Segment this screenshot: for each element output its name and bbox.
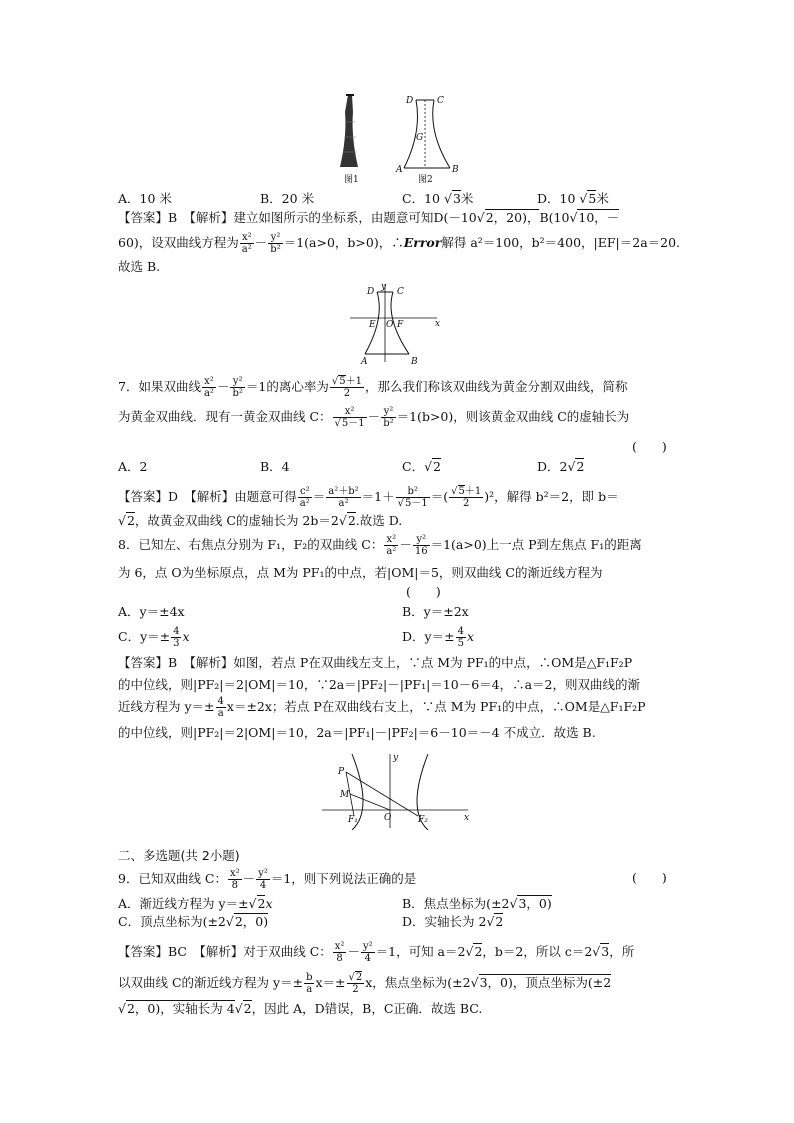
q6-answer-line2: 60)，设双曲线方程为 $\frac{\text{x²}}{\text{a²}}$ － $\frac{\text{y²}}{\text{b²}}$ ＝1(a>0，b>0)，∴Error解得 a²＝100，b²＝400，|EF|＝2a＝20. [118,232,681,255]
q7-option-a: A．2 [118,459,148,474]
q9-option-c: C．顶点坐标为(±2√2，0) [118,914,269,929]
q6-option-c: C．10 √3米 [402,191,474,206]
q6-option-b: B．20 米 [260,191,315,206]
q7-option-c: C．√2 [402,459,441,474]
fig3-label-m: M [340,790,350,800]
q9-option-a: A．渐近线方程为 y＝±√2x [118,896,273,911]
q8-line1: 8．已知左、右焦点分别为 F₁，F₂的双曲线 C： $\frac{\text{x²}}{\text{a²}}$ － $\frac{\text{y²}}{16}$ ＝1(a>0)上一点 P到左焦点 F₁的距离 [118,534,642,557]
q9-option-d: D．实轴长为 2√2 [402,914,504,929]
q9-answer-line2: 以双曲线 C的渐近线方程为 y＝± $\frac{b}{a}$ x＝± $\frac{√2}{2}$ x，焦点坐标为(±2√3，0)，顶点坐标为(±2 [118,972,612,995]
fig2-label-a: A [361,357,368,366]
label-g: G [416,133,424,143]
q7-answer-line1: 【答案】D 【解析】由题意可得 $\frac{\text{c²}}{\text{a²}}$ ＝ $\frac{\text{a²＋b²}}{\text{a²}}$ ＝1＋ $\frac{\text{b²}}{√5-1}$ ＝( $\frac{√5+1}{2}$ )²，解得 b²＝2，即 b＝ [118,486,619,509]
q9-line1: 9．已知双曲线 C： $\frac{\text{x²}}{8}$ － $\frac{\text{y²}}{4}$ ＝1，则下列说法正确的是 [118,868,417,891]
q9-paren: ( ) [632,870,667,885]
fig2-label-b: B [411,357,418,366]
q8-option-d: D．y＝± $\frac{4}{5}$ x [402,626,474,649]
fig3-label-f1: F₁ [348,815,358,825]
tower-figure [330,92,480,184]
fig3-label-f2: F₂ [418,815,428,825]
q8-paren: ( ) [406,584,441,599]
q8-answer-line4: 的中位线，则|PF₂|＝2|OM|＝10，2a＝|PF₁|－|PF₂|＝6－10＝－4 不成立．故选 B. [118,725,596,740]
q8-answer-line2: 的中位线，则|PF₂|＝2|OM|＝10，∵2a＝|PF₂|－|PF₁|＝10－6＝4，∴a＝2，则双曲线的渐 [118,677,641,692]
q8-option-b: B．y＝±2x [402,604,469,619]
caption-fig1: 图1 [344,175,359,184]
q7-answer-line2: √2，故黄金双曲线 C的虚轴长为 2b＝2√2.故选 D. [118,513,403,528]
fig3-label-y: y [393,753,399,763]
q9-answer-line1: 【答案】BC 【解析】对于双曲线 C： $\frac{\text{x²}}{8}$ － $\frac{\text{y²}}{4}$ ＝1，可知 a＝2√2，b＝2，所以 c＝2√3，所 [118,941,635,964]
q8-answer-line1: 【答案】B 【解析】如图，若点 P在双曲线左支上，∵点 M为 PF₁的中点，∴OM是△F₁F₂P [118,655,633,670]
fig3-label-p: P [338,767,345,777]
q7-option-d: D．2√2 [537,459,585,474]
fig2-label-o: O [386,320,394,330]
q7-option-b: B．4 [260,459,290,474]
q8-line2: 为 6，点 O为坐标原点，点 M为 PF₁的中点，若|OM|＝5，则双曲线 C的渐近线方程为 [118,565,603,580]
coordinate-figure [345,282,445,366]
section-title-multiple-choice: 二、多选题(共 2小题) [118,848,240,863]
fig2-label-x: x [435,319,441,329]
fig3-label-x: x [464,813,470,823]
q6-answer-line3: 故选 B. [118,259,161,274]
q8-answer-line3: 近线方程为 y＝± $\frac{4}{a}$ x＝±2x；若点 P在双曲线右支上，∵点 M为 PF₁的中点，∴OM是△F₁F₂P [118,696,646,719]
hyperboloid-sketch [395,96,459,175]
fig2-label-y: y [381,282,387,292]
hyperbola-foci-figure [318,752,474,830]
q9-answer-line3: √2，0)，实轴长为 4√2，因此 A，D错误，B，C正确．故选 BC. [118,1001,483,1016]
q8-option-c: C．y＝± $\frac{4}{3}$ x [118,626,190,649]
q8-option-a: A．y＝±4x [118,604,185,619]
label-a: A [396,165,403,175]
fig3-label-o: O [384,813,392,823]
q7-paren: ( ) [632,439,667,454]
fig2-label-c: C [397,287,404,297]
caption-fig2: 图2 [418,175,433,184]
q7-line2: 为黄金双曲线．现有一黄金双曲线 C： $\frac{\text{x²}}{√5-1}$ － $\frac{\text{y²}}{\text{b²}}$ ＝1(b>0)，则该黄金双曲线 C的虚轴长为 [118,406,630,429]
label-c: C [437,96,444,106]
q6-answer-line1: 【答案】B 【解析】建立如图所示的坐标系，由题意可知D(－10√2，20)，B(10√10，－ [118,210,620,225]
q6-option-a: A．10 米 [118,191,172,206]
fig2-label-d: D [367,287,375,297]
label-b: B [452,165,459,175]
label-d: D [406,96,414,106]
q6-option-d: D．10 √5米 [537,191,609,206]
q9-option-b: B．焦点坐标为(±2√3，0) [402,896,552,911]
fig2-label-e: E [369,320,376,330]
fig2-label-f: F [397,320,404,330]
q7-line1: 7．如果双曲线 $\frac{\text{x²}}{\text{a²}}$ － $\frac{\text{y²}}{\text{b²}}$ ＝1的离心率为 $\frac{√5+1}{2}$ ，那么我们称该双曲线为黄金分割双曲线，简称 [118,376,628,399]
tower-photo [340,95,358,167]
